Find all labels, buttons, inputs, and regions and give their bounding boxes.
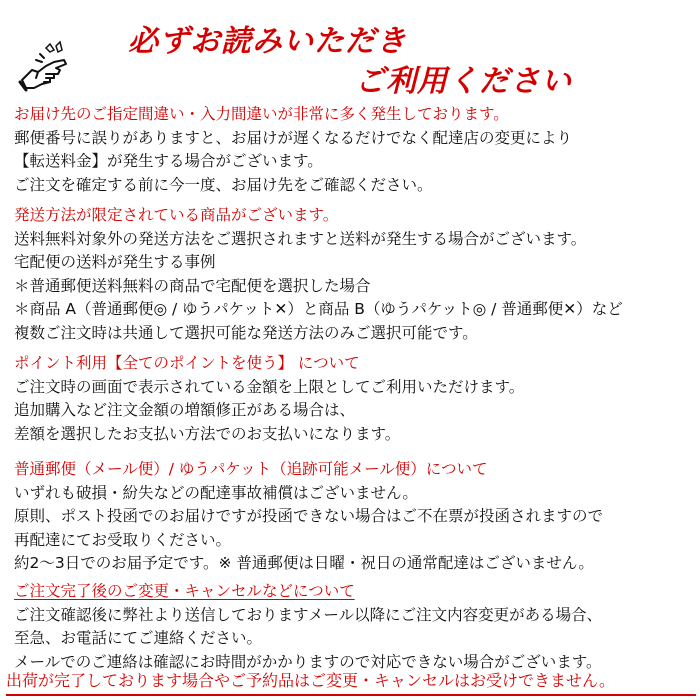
pointing-hand-icon (16, 40, 72, 96)
section-text: ご注文を確定する前に今一度、お届け先をご確認ください。 (14, 175, 433, 194)
section-text: いずれも破損・紛失などの配達事故補償はございません。 (14, 483, 418, 502)
notice-section-cancellation (14, 580, 698, 674)
section-heading: 普通郵便（メール便）/ ゆうパケット（追跡可能メール便）について (14, 460, 488, 478)
section-text: 追加購入など注文金額の増額修正がある場合は、 (14, 401, 356, 419)
section-text: 複数ご注文時は共通して選択可能な発送方法のみご選択可能です。 (14, 323, 478, 342)
section-text: ＊商品 A（普通郵便◎ / ゆうパケット✕）と商品 B（ゆうパケット◎ / 普通郵便✕）など (14, 300, 623, 318)
page-title: 必ずお読みいただき (128, 24, 407, 59)
header (0, 0, 700, 100)
section-text: メールでのご連絡は確認にお時間がかかりますので対応できない場合がございます。 (14, 652, 602, 671)
page-subtitle: ご利用ください (355, 64, 572, 99)
section-text: 宅配便の送料が発生する事例 (14, 253, 216, 271)
notice-section-shipping (14, 204, 698, 345)
section-text: 送料無料対象外の発送方法をご選択されますと送料が発生する場合がございます。 (14, 229, 587, 248)
section-text: ＊普通郵便送料無料の商品で宅配便を選択した場合 (14, 276, 371, 295)
section-text: 郵便番号に誤りがありますと、お届けが遅くなるだけでなく配達店の変更により (14, 128, 573, 147)
notice-section-address (14, 103, 698, 197)
section-text: 再配達にてお受取りください。 (14, 530, 232, 549)
section-text: 至急、お電話にてご連絡ください。 (14, 629, 263, 647)
notice-section-mail (14, 458, 698, 576)
section-heading: 発送方法が限定されている商品がございます。 (14, 206, 339, 224)
section-heading: お届け先のご指定間違い・入力間違いが非常に多く発生しております。 (14, 105, 509, 123)
shipping-cancellation-notice: 出荷が完了しております場合やご予約品はご変更・キャンセルはお受けできません。 (6, 669, 696, 696)
section-text: ご注文確認後に弊社より送信しておりますメール以降にご注文内容変更がある場合、 (14, 605, 603, 624)
section-text: ご注文時の画面で表示されている金額を上限としてご利用いただけます。 (14, 377, 525, 396)
section-heading: ポイント利用【全てのポイントを使う】 について (14, 354, 360, 372)
section-heading: ご注文完了後のご変更・キャンセルなどについて (14, 582, 355, 600)
section-text: 差額を選択したお支払い方法でのお支払いになります。 (14, 424, 401, 443)
section-text: 約2～3日でのお届予定です。※ 普通郵便は日曜・祝日の通常配達はございません。 (14, 554, 594, 572)
section-text: 原則、ポスト投函でのお届けですが投函できない場合はご不在票が投函されますので (14, 507, 604, 525)
notice-section-points (14, 352, 698, 446)
section-text: 【転送料金】が発生する場合がございます。 (14, 152, 323, 170)
